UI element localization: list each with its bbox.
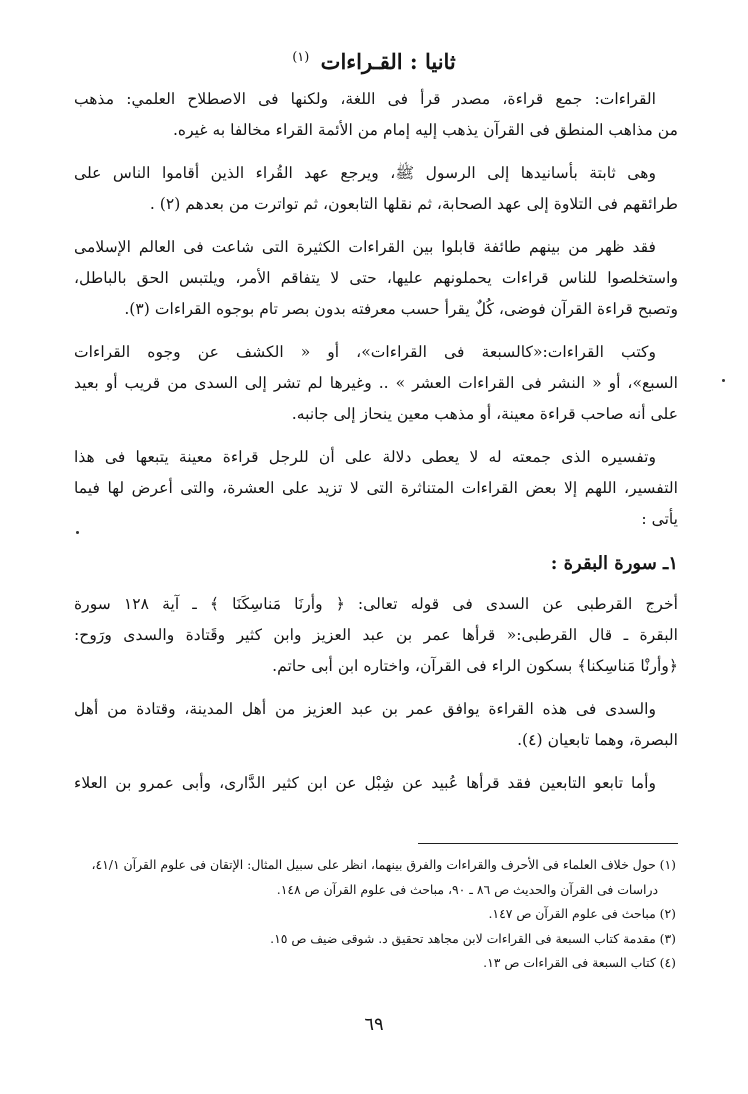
- text-line: وهى ثابتة بأسانيدها إلى الرسول ﷺ، ويرجع عهد القُراء الذين أقاموا الناس على: [74, 164, 656, 182]
- surah-heading: ١ـ سورة البقرة :: [550, 553, 678, 574]
- text-line: القراءات: جمع قراءة، مصدر قرأ فى اللغة، ولكنها فى الاصطلاح العلمي: مذهب: [74, 90, 656, 108]
- text-line: وأما تابعو التابعين فقد قرأها عُبيد عن شِبْل عن ابن كثير الدَّارى، وأبى عمرو بن العلاء: [74, 774, 656, 792]
- scan-speck: [76, 531, 79, 534]
- text-line: أخرج القرطبى عن السدى فى قوله تعالى: ﴿ وأرنَا مَناسِكَنَا ﴾ ـ آية ١٢٨ سورة: [74, 595, 678, 613]
- text-line: طرائقهم فى التلاوة إلى عهد الصحابة، ثم نقلها التابعون، ثم تواترت من بعدهم (٢) .: [149, 195, 678, 213]
- footnote-3: (٣) مقدمة كتاب السبعة فى القراءات لابن مجاهد تحقيق د. شوقى ضيف ص ١٥.: [270, 930, 676, 946]
- text-line: البصرة، وهما تابعيان (٤).: [517, 731, 678, 749]
- text-line: فقد ظهر من بينهم طائفة قابلوا بين القراءات الكثيرة التى شاعت فى العالم الإسلامى: [74, 238, 656, 256]
- footnote-4: (٤) كتاب السبعة فى القراءات ص ١٣.: [483, 955, 676, 970]
- footnote-1-continued: دراسات فى القرآن والحديث ص ٨٦ ـ ٩٠، مباحث فى علوم القرآن ص ١٤٨.: [276, 881, 658, 897]
- heading-footnote-mark: (١): [292, 50, 310, 65]
- paragraph-definition: [74, 84, 678, 146]
- footnote-1: (١) حول خلاف العلماء فى الأحرف والقراءات والفرق بينهما، انظر على سبيل المثال: الإتقان فى علوم القرآن ٤١/١،: [91, 857, 676, 872]
- text-line: وتصبح قراءة القرآن فوضى، كُلٌ يقرأ حسب معرفته بدون بصر تام بوجوه القراءات (٣).: [124, 300, 678, 318]
- paragraph-agreement: [74, 694, 678, 756]
- paragraph-qurtubi: [74, 589, 678, 682]
- text-line: التفسير، اللهم إلا بعض القراءات المتناثرة التى لا تزيد على العشرة، والتى أعرض لها فيما: [74, 479, 678, 497]
- paragraph-books: [74, 337, 678, 430]
- text-line: ﴿وأرنْا مَناسِكنا﴾ بسكون الراء فى القرآن، واختاره ابن أبى حاتم.: [272, 657, 678, 675]
- section-heading: [70, 40, 678, 80]
- page-number: ٦٩: [364, 1014, 384, 1035]
- text-line: من مذاهب المنطق فى القرآن يذهب إليه إمام من الأئمة القراء مخالفا به غيره.: [172, 121, 678, 139]
- text-line: يأتى :: [641, 510, 678, 528]
- paragraph-followers: [74, 768, 678, 799]
- main-text: [74, 84, 678, 811]
- paragraph-tafsir: [74, 442, 678, 535]
- heading-title: ثانيا : القـراءات: [320, 49, 456, 74]
- scan-speck: [722, 379, 725, 382]
- paragraph-collectors: [74, 232, 678, 325]
- text-line: واستخلصوا للناس قراءات يحملونهم عليها، حتى لا يتفاقم الأمر، ويلتبس الحق بالباطل،: [74, 269, 678, 287]
- footnote-2: (٢) مباحث فى علوم القرآن ص ١٤٧.: [488, 906, 676, 921]
- text-line: وكتب القراءات:«كالسبعة فى القراءات»، أو « الكشف عن وجوه القراءات: [74, 343, 656, 361]
- paragraph-transmission: [74, 158, 678, 220]
- text-line: البقرة ـ قال القرطبى:« قرأها عمر بن عبد العزيز وابن كثير وقَتادة والسدى ورَوح:: [74, 626, 678, 644]
- text-line: وتفسيره الذى جمعته له لا يعطى دلالة على أن للرجل قراءة معينة يتبعها فى هذا: [74, 448, 656, 466]
- text-line: السبع»، أو « النشر فى القراءات العشر » .. وغيرها لم تشر إلى السدى من قريب أو بعيد: [74, 374, 678, 392]
- footnotes: [70, 853, 676, 976]
- text-line: والسدى فى هذه القراءة يوافق عمر بن عبد العزيز من أهل المدينة، وقتادة من أهل: [74, 700, 656, 718]
- text-line: على أنه صاحب قراءة معينة، أو مذهب معين ينحاز إلى جانبه.: [291, 405, 678, 423]
- footnote-separator: [418, 843, 678, 844]
